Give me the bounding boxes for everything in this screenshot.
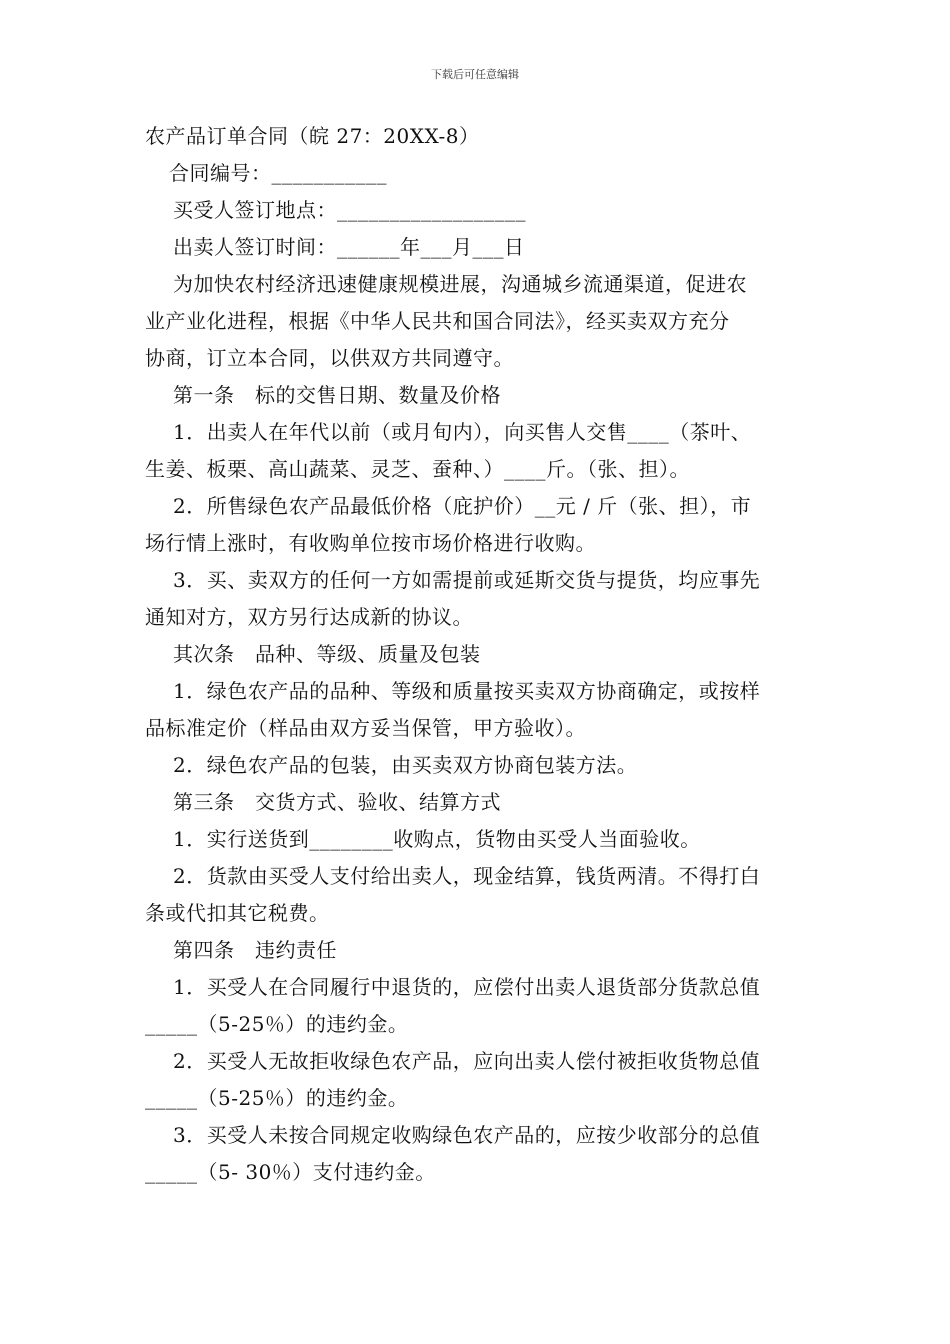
article-heading: 第四条 违约责任 <box>173 938 337 962</box>
paragraph-line: 2．买受人无故拒收绿色农产品，应向出卖人偿付被拒收货物总值 <box>173 1049 761 1073</box>
paragraph-line: 3．买受人未按合同规定收购绿色农产品的，应按少收部分的总值 <box>173 1123 761 1147</box>
contract-body <box>145 118 810 1191</box>
paragraph-line: 协商，订立本合同，以供双方共同遵守。 <box>145 346 514 370</box>
signing-place-line: 买受人签订地点：__________________ <box>173 198 526 222</box>
paragraph-line: _____（5-25％）的违约金。 <box>145 1086 409 1110</box>
paragraph-line: 1．绿色农产品的品种、等级和质量按买卖双方协商确定，或按样 <box>173 679 761 703</box>
paragraph-line: _____（5- 30％）支付违约金。 <box>145 1160 436 1184</box>
paragraph-line: 1．买受人在合同履行中退货的，应偿付出卖人退货部分货款总值 <box>173 975 761 999</box>
paragraph-line: 通知对方，双方另行达成新的协议。 <box>145 605 473 629</box>
paragraph-line: 2．所售绿色农产品最低价格（庇护价）__元 / 斤（张、担），市 <box>173 494 752 518</box>
paragraph-line: 1．实行送货到________收购点，货物由买受人当面验收。 <box>173 827 701 851</box>
paragraph-line: 3．买、卖双方的任何一方如需提前或延斯交货与提货，均应事先 <box>173 568 761 592</box>
paragraph-line: 2．绿色农产品的包装，由买卖双方协商包装方法。 <box>173 753 638 777</box>
paragraph-line: 场行情上涨时，有收购单位按市场价格进行收购。 <box>145 531 596 555</box>
article-heading: 其次条 品种、等级、质量及包装 <box>173 642 481 666</box>
contract-number-line: 合同编号：___________ <box>169 161 387 185</box>
paragraph-line: 为加快农村经济迅速健康规模进展，沟通城乡流通渠道，促进农 <box>173 272 747 296</box>
paragraph-line: 生姜、板栗、高山蔬菜、灵芝、蚕种、）____斤。（张、担）。 <box>145 457 690 481</box>
paragraph-line: 2．货款由买受人支付给出卖人，现金结算，钱货两清。不得打白 <box>173 864 761 888</box>
contract-title: 农产品订单合同（皖 27：20XX-8） <box>145 124 480 148</box>
paragraph-line: _____（5-25％）的违约金。 <box>145 1012 409 1036</box>
article-heading: 第三条 交货方式、验收、结算方式 <box>173 790 501 814</box>
paragraph-line: 品标准定价（样品由双方妥当保管，甲方验收）。 <box>145 716 586 740</box>
paragraph-line: 条或代扣其它税费。 <box>145 901 330 925</box>
paragraph-line: 业产业化进程，根据《中华人民共和国合同法》，经买卖双方充分 <box>145 309 730 333</box>
paragraph-line: 1．出卖人在年代以前（或月旬内），向买售人交售____（茶叶、 <box>173 420 752 444</box>
page-header-note: 下载后可任意编辑 <box>431 68 519 81</box>
signing-time-line: 出卖人签订时间：______年___月___日 <box>173 235 525 259</box>
article-heading: 第一条 标的交售日期、数量及价格 <box>173 383 501 407</box>
